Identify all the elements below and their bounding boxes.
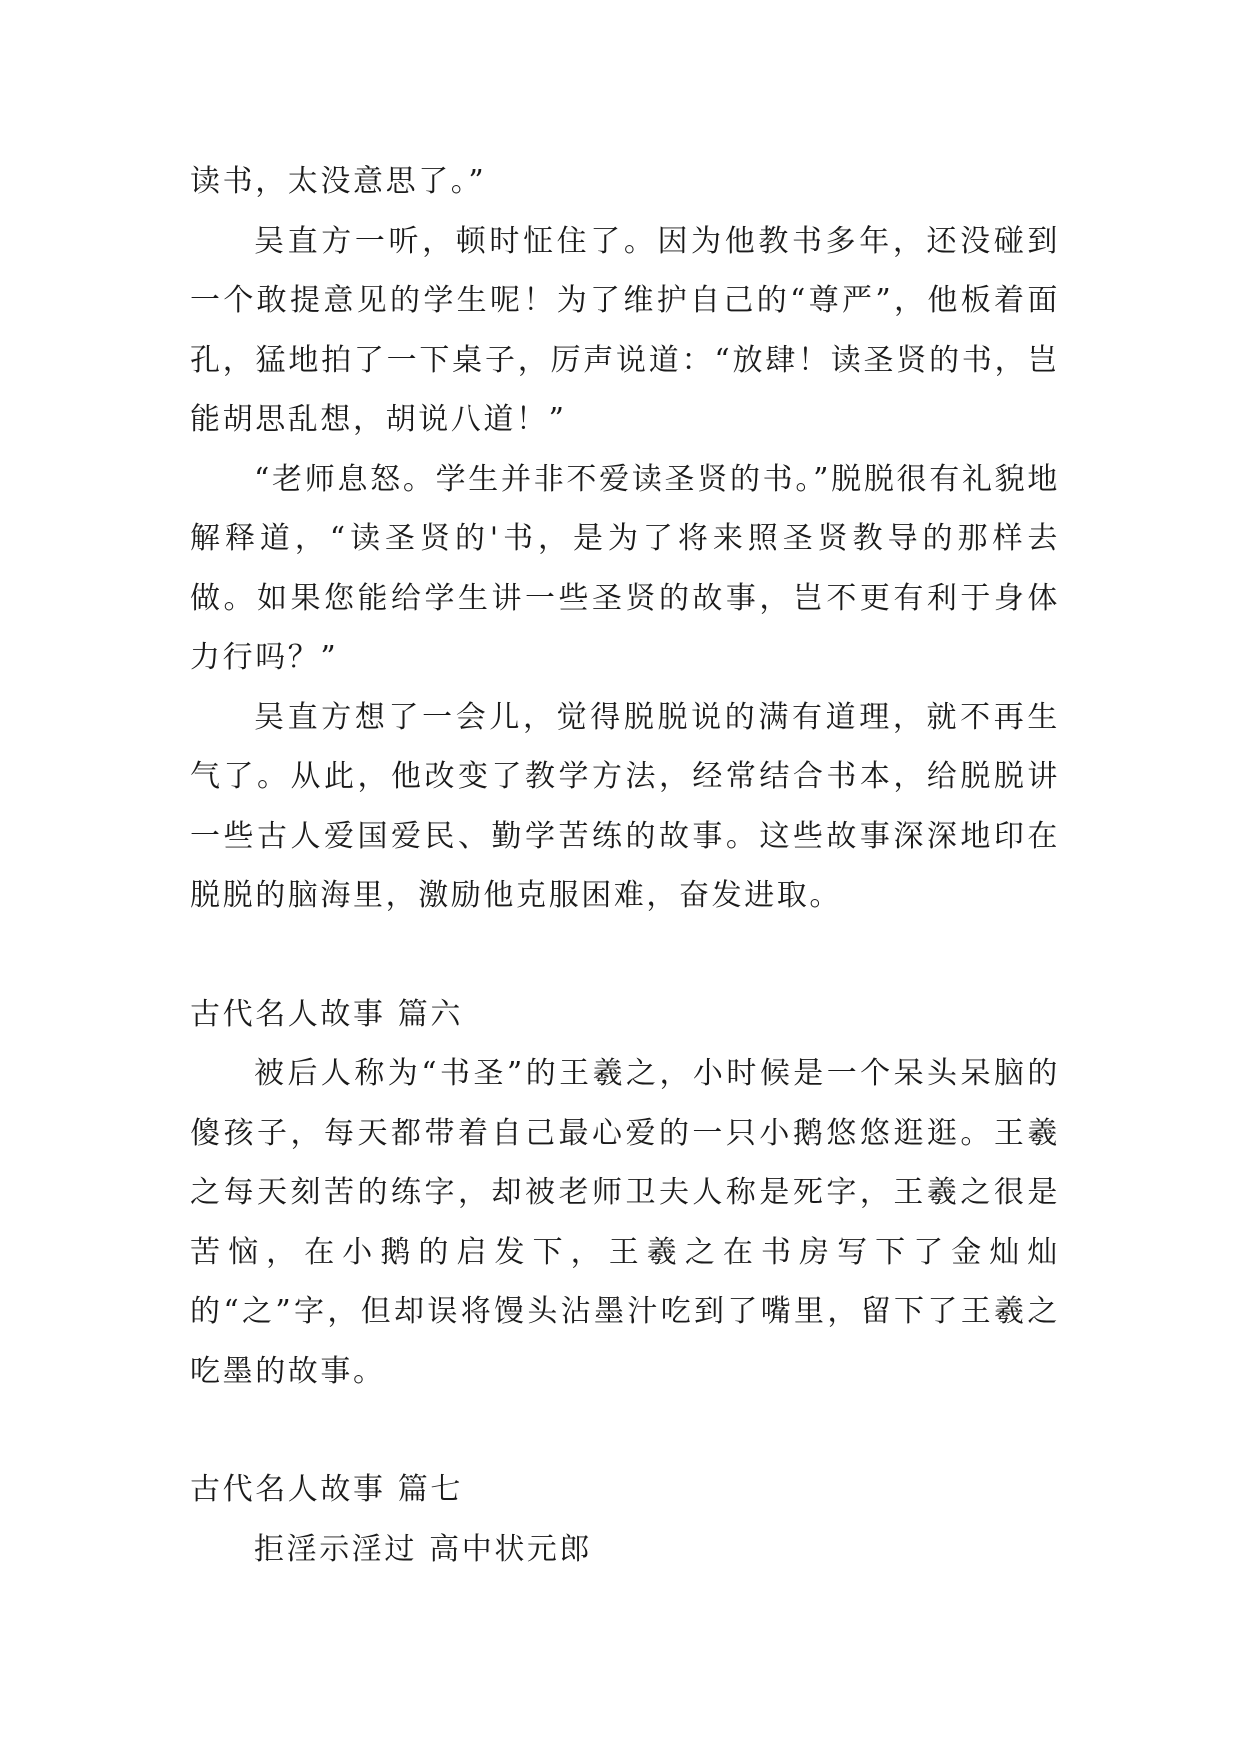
- document-body: [190, 152, 1060, 1579]
- paragraph-wang-xizhi: 被后人称为“书圣”的王羲之，小时候是一个呆头呆脑的傻孩子，每天都带着自己最心爱的一只小鹅悠悠逛逛。王羲之每天刻苦的练字，却被老师卫夫人称是死字，王羲之很是苦恼，在小鹅的启发下，王羲之在书房写下了金灿灿的“之”字，但却误将馒头沾墨汁吃到了嘴里，留下了王羲之吃墨的故事。: [190, 1056, 1060, 1389]
- section-spacer: [190, 1401, 1060, 1460]
- paragraph-continuation: 读书，太没意思了。”: [190, 164, 487, 199]
- section-heading-6: 古代名人故事 篇六: [190, 996, 463, 1032]
- paragraph-wu-zhifang-changes: 吴直方想了一会儿，觉得脱脱说的满有道理，就不再生气了。从此，他改变了教学方法，经常结合书本，给脱脱讲一些古人爱国爱民、勤学苦练的故事。这些故事深深地印在脱脱的脑海里，激励他克服困难，奋发进取。: [190, 699, 1060, 913]
- section-spacer: [190, 926, 1060, 985]
- section-heading-7: 古代名人故事 篇七: [190, 1472, 463, 1507]
- paragraph-wu-zhifang-angry: 吴直方一听，顿时怔住了。因为他教书多年，还没碰到一个敢提意见的学生呢！为了维护自己的“尊严”，他板着面孔，猛地拍了一下桌子，厉声说道：“放肆！读圣贤的书，岂能胡思乱想，胡说八道！”: [190, 223, 1060, 437]
- paragraph-tuotuo-explains: “老师息怒。学生并非不爱读圣贤的书。”脱脱很有礼貌地解释道，“读圣贤的'书，是为了将来照圣贤教导的那样去做。如果您能给学生讲一些圣贤的故事，岂不更有利于身体力行吗？”: [190, 461, 1060, 675]
- paragraph-section7-subtitle: 拒淫示淫过 高中状元郎: [254, 1531, 593, 1567]
